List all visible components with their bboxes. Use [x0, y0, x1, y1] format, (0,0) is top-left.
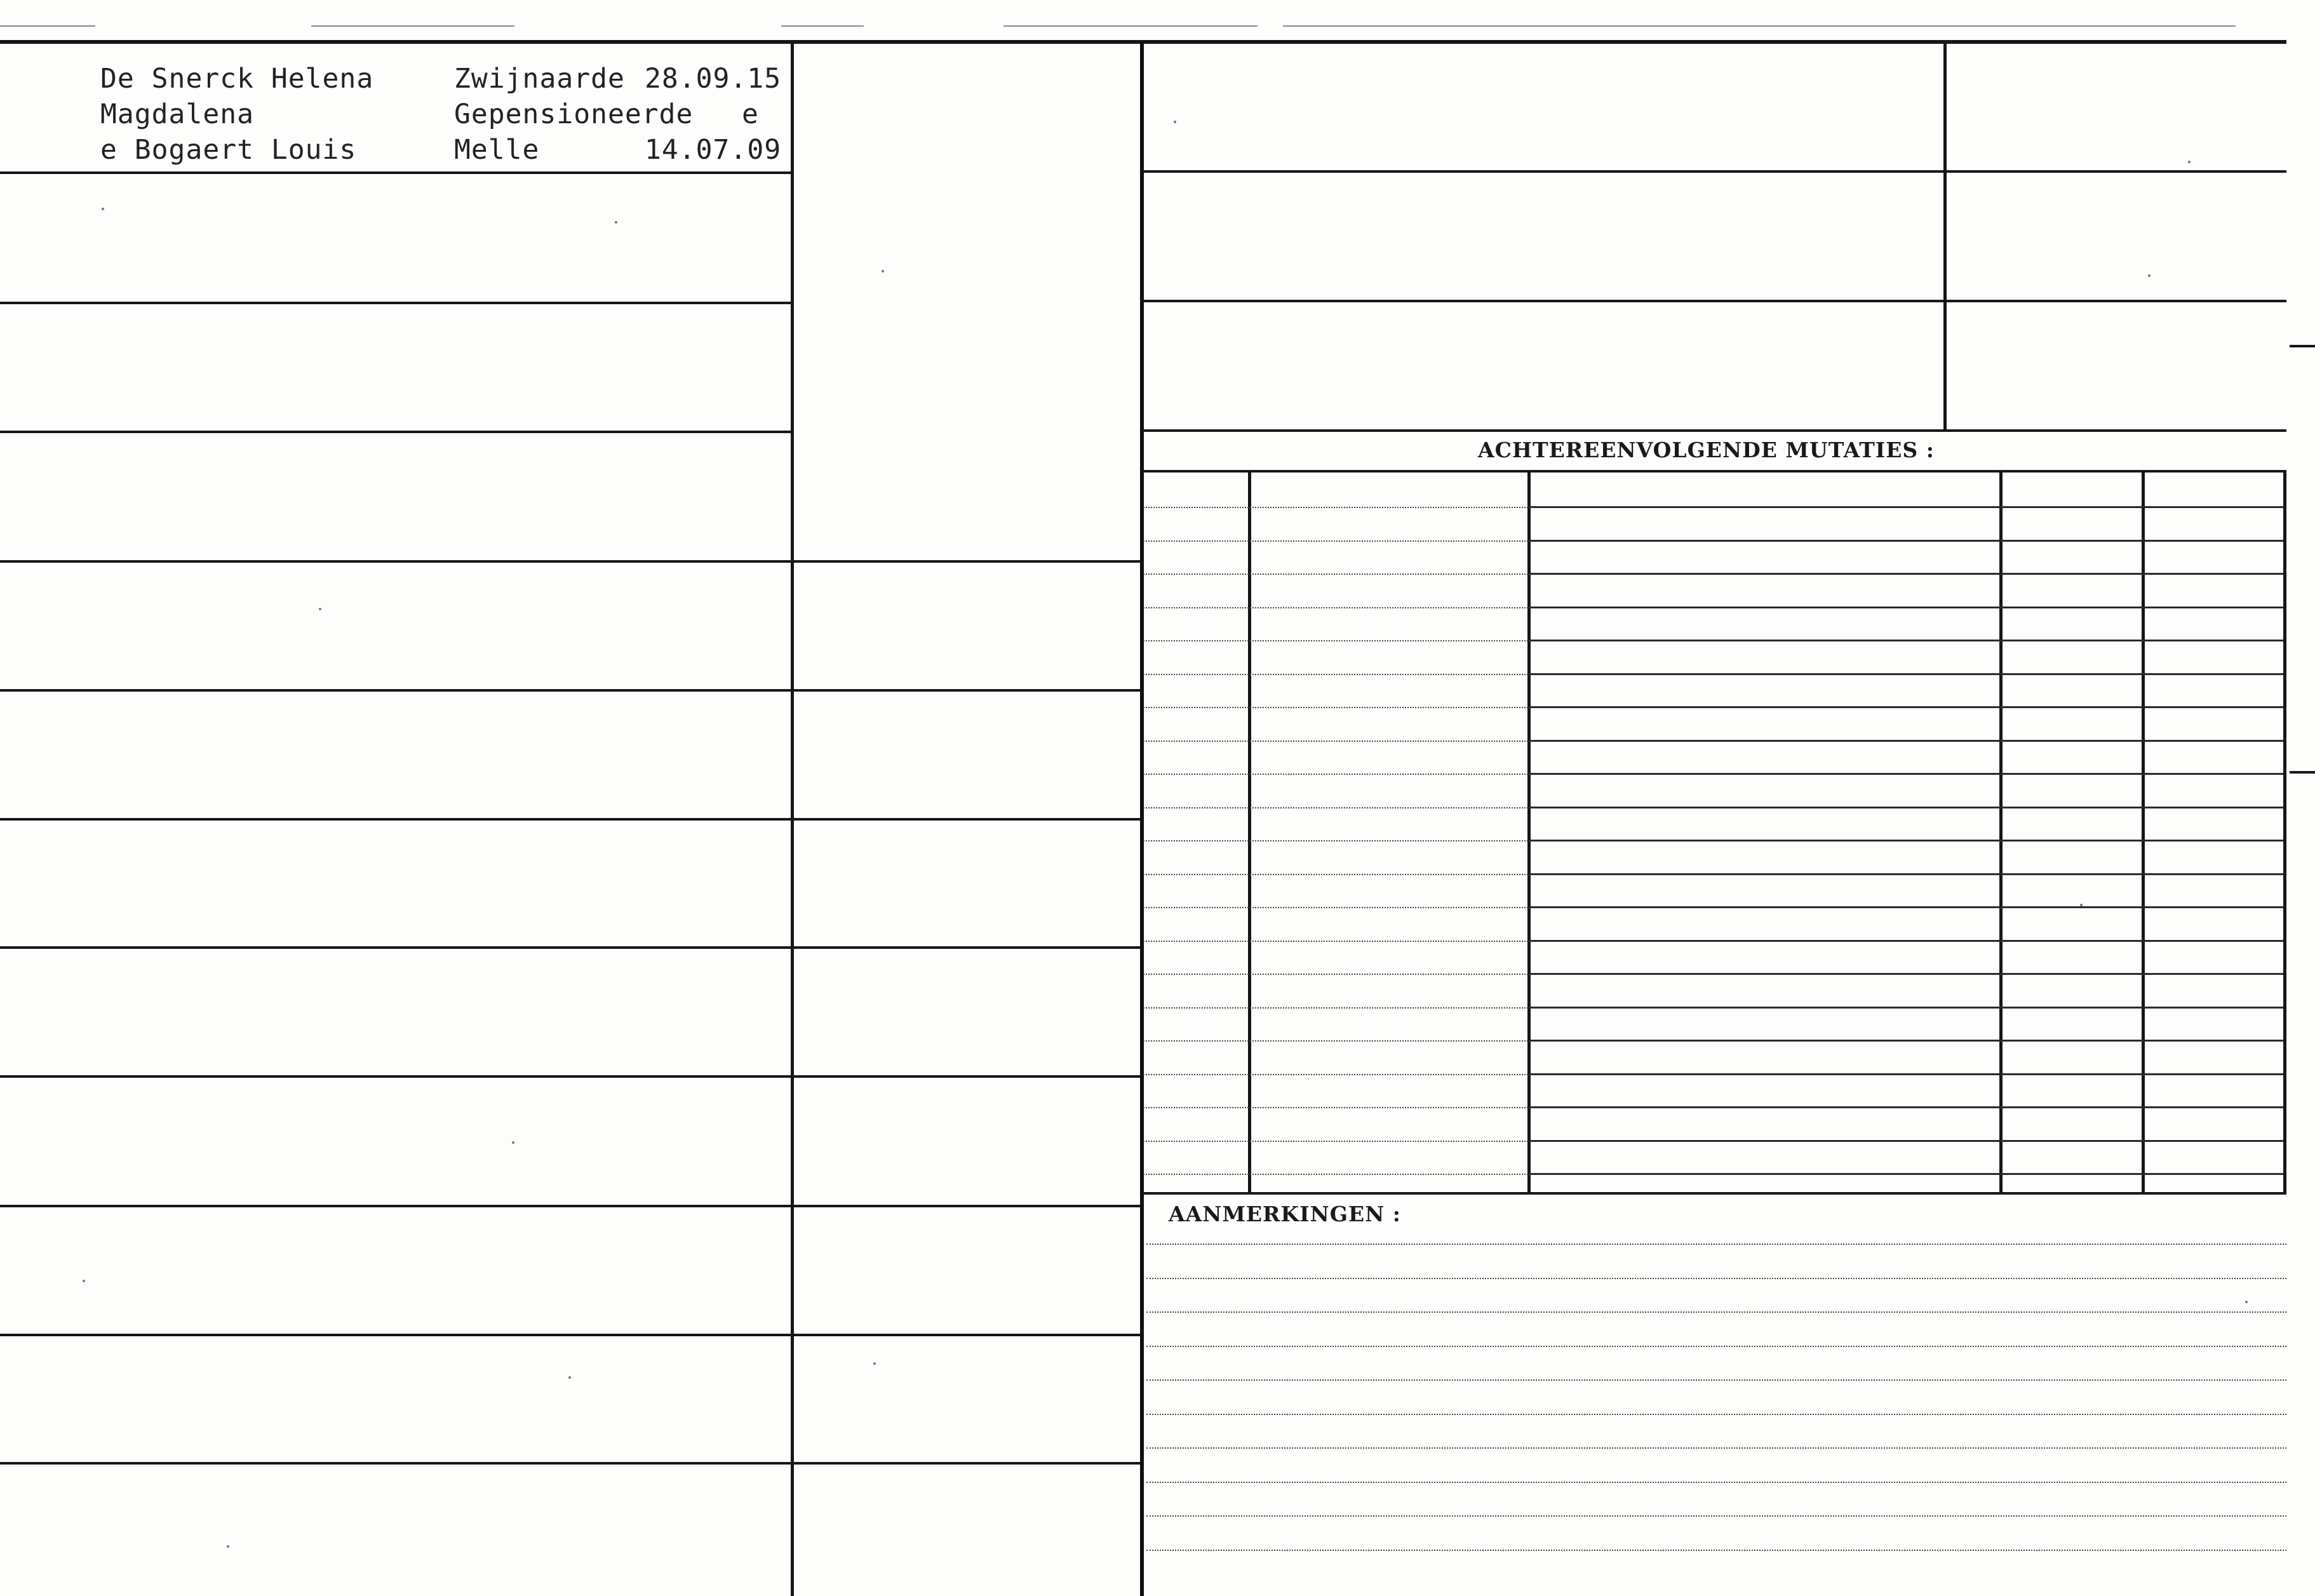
scan-speck	[102, 208, 104, 210]
entry-line-2-name: Magdalena	[100, 98, 254, 130]
row-line	[1142, 300, 2286, 302]
mutation-row-rule	[1143, 640, 1531, 641]
mutation-row-rule	[1143, 674, 1531, 675]
column-divider	[1943, 42, 1947, 429]
row-line	[0, 431, 791, 433]
mutation-row-rule	[1143, 1174, 1531, 1175]
mutation-row-line	[1531, 740, 2283, 742]
mutation-row-line	[1531, 540, 2283, 542]
column-divider	[791, 42, 794, 1596]
remarks-title: AANMERKINGEN :	[1169, 1202, 1401, 1226]
scan-speck	[873, 1362, 876, 1365]
remarks-line	[1146, 1447, 2286, 1449]
mutation-row-rule	[1143, 941, 1531, 942]
mutation-row-rule	[1143, 974, 1531, 975]
row-line	[0, 689, 1143, 692]
row-line	[1142, 429, 2286, 432]
scan-speck	[2080, 904, 2083, 906]
mutation-row-line	[1531, 1073, 2283, 1075]
scan-speck	[2245, 1301, 2248, 1303]
scan-noise	[0, 25, 95, 27]
mutations-column-line	[1527, 470, 1531, 1194]
remarks-line	[1146, 1278, 2286, 1279]
mutation-row-rule	[1143, 807, 1531, 808]
mutations-column-line	[2142, 470, 2145, 1194]
mutation-row-line	[1531, 506, 2283, 508]
mutation-row-line	[1531, 1106, 2283, 1108]
scan-noise	[311, 25, 514, 27]
entry-line-3-date: 14.07.09	[645, 134, 782, 166]
mutation-row-rule	[1143, 540, 1531, 542]
remarks-line	[1146, 1482, 2286, 1483]
mutations-header-line	[1142, 470, 2286, 473]
remarks-line	[1146, 1550, 2286, 1551]
row-line	[0, 1075, 1143, 1078]
scan-noise	[1003, 25, 1258, 27]
mutation-row-line	[1531, 807, 2283, 808]
remarks-line	[1146, 1311, 2286, 1313]
scan-noise	[1283, 25, 2236, 27]
mutation-row-rule	[1143, 840, 1531, 842]
row-line	[0, 171, 791, 174]
entry-line-3-place: Melle	[454, 134, 540, 166]
entry-line-2-status: Gepensioneerde	[454, 98, 694, 130]
mutation-row-rule	[1143, 1107, 1531, 1108]
row-line	[0, 818, 1143, 821]
mutation-row-rule	[1143, 1040, 1531, 1042]
mutation-row-line	[1531, 940, 2283, 942]
mutation-row-rule	[1143, 874, 1531, 875]
mutation-row-line	[1531, 973, 2283, 975]
scan-speck	[2188, 161, 2191, 163]
mutation-row-line	[1531, 1007, 2283, 1009]
mutation-row-rule	[1143, 741, 1531, 742]
mutation-row-line	[1531, 873, 2283, 875]
scan-speck	[615, 221, 617, 224]
scan-speck	[882, 270, 884, 272]
remarks-line	[1146, 1379, 2286, 1381]
row-line	[0, 1334, 1143, 1336]
mutation-row-line	[1531, 607, 2283, 608]
scan-speck	[568, 1376, 571, 1379]
scan-speck	[319, 608, 321, 610]
scan-speck	[1174, 121, 1176, 123]
scan-speck	[83, 1280, 85, 1282]
mutation-row-line	[1531, 706, 2283, 708]
scan-speck	[2148, 274, 2151, 277]
mutation-row-rule	[1143, 573, 1531, 575]
mutation-row-rule	[1143, 774, 1531, 775]
remarks-line	[1146, 1515, 2286, 1517]
column-divider	[1140, 42, 1144, 1596]
edge-tick	[2290, 345, 2315, 347]
mutations-bottom-line	[1142, 1192, 2286, 1195]
remarks-line	[1146, 1414, 2286, 1415]
row-line	[0, 1462, 1143, 1465]
mutation-row-line	[1531, 1040, 2283, 1042]
entry-line-3-name: e Bogaert Louis	[100, 134, 357, 166]
entry-line-2-mark: e	[742, 98, 759, 130]
entry-line-1-date: 28.09.15	[645, 63, 782, 95]
mutation-row-rule	[1143, 1141, 1531, 1142]
mutations-column-line	[1999, 470, 2003, 1194]
mutation-row-rule	[1143, 907, 1531, 908]
row-line	[0, 302, 791, 304]
mutation-row-line	[1531, 673, 2283, 675]
mutation-row-line	[1531, 840, 2283, 842]
mutation-row-line	[1531, 640, 2283, 641]
mutations-column-line	[1248, 470, 1251, 1194]
mutation-row-line	[1531, 1140, 2283, 1142]
mutation-row-line	[1531, 906, 2283, 908]
mutation-row-rule	[1143, 507, 1531, 508]
remarks-line	[1146, 1346, 2286, 1347]
entry-line-1-place: Zwijnaarde	[454, 63, 625, 95]
scan-speck	[227, 1545, 229, 1548]
row-line	[0, 560, 1143, 563]
mutation-row-line	[1531, 1173, 2283, 1175]
entry-line-1-name: De Snerck Helena	[100, 63, 374, 95]
row-line	[0, 946, 1143, 949]
scan-speck	[512, 1141, 514, 1144]
mutation-row-rule	[1143, 607, 1531, 608]
mutation-row-line	[1531, 573, 2283, 575]
mutation-row-rule	[1143, 1007, 1531, 1009]
row-line	[0, 1205, 1143, 1207]
scan-noise	[781, 25, 864, 27]
row-line	[1142, 170, 2286, 173]
remarks-line	[1146, 1244, 2286, 1245]
edge-tick	[2290, 771, 2315, 774]
mutations-title: ACHTEREENVOLGENDE MUTATIES :	[1478, 438, 1935, 462]
mutation-row-rule	[1143, 707, 1531, 708]
mutation-row-rule	[1143, 1074, 1531, 1075]
mutations-column-line	[2283, 470, 2286, 1194]
mutation-row-line	[1531, 773, 2283, 775]
